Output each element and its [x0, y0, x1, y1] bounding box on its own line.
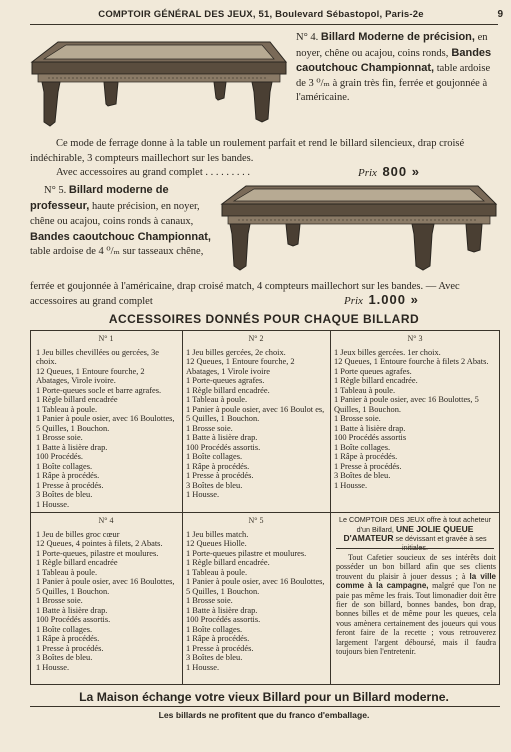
accessories-no3	[334, 334, 496, 490]
accessory-item: 1 Tableau à poule.	[186, 567, 248, 577]
accessory-item: 3 Boîtes de bleu.	[186, 480, 243, 490]
accessory-item: 100 Procédés assortis.	[186, 615, 261, 624]
accessory-item: 1 Panier à poule osier, avec 16 Boulottes, 5 Quilles, 1 Bouchon.	[36, 577, 175, 596]
accessory-item: 100 Procédés assortis.	[36, 615, 111, 624]
accessory-item: 1 Brosse soie.	[36, 433, 83, 442]
accessory-item: 1 Panier à poule osier, avec 16 Boulottes, 5 Quilles, 1 Bouchon.	[334, 395, 479, 414]
column-divider	[182, 330, 183, 685]
accessory-item: 1 Tableau à poule.	[36, 567, 98, 577]
accessory-item: 1 Porte queues agrafes.	[334, 366, 412, 376]
advice-text-end: malgré que l'on ne paie pas même les frais. Tout limonadier doit être fier de son billard, bonnes bandes, bon drap, bonnes billes et de même pour les queues, cela vous amènera certainement des joueurs qui vous feront faire de la recette ; vous retrouverez largement l'argent déboursé, mais il faudra toujours bien l'entretenir.	[336, 581, 497, 657]
accessory-item: 1 Housse.	[186, 662, 220, 672]
billiard-4-accessories-line: Avec accessoires au grand complet . . . . . . . . .	[56, 167, 250, 178]
cafetier-advice	[336, 553, 496, 656]
accessory-item: 1 Panier à poule osier, avec 16 Boulot es, 5 Quilles, 1 Bouchon.	[186, 404, 325, 423]
header-divider	[30, 24, 498, 25]
accessory-item: 1 Brosse soie.	[186, 423, 233, 433]
billiard-4-bands: Bandes caoutchouc Championnat,	[296, 46, 492, 74]
accessory-item: 1 Règle billard encadrée	[36, 395, 118, 404]
accessory-item: 100 Procédés assortis.	[186, 442, 261, 452]
accessory-item: 1 Boîte collages.	[334, 442, 391, 452]
accessories-no1	[36, 334, 176, 509]
shipping-note: Les billards ne profitent que du franco d'emballage.	[158, 710, 370, 720]
amateur-cue-offer	[334, 516, 496, 552]
exchange-notice: La Maison échange votre vieux Billard pour un Billard moderne.	[79, 690, 449, 704]
accessories-no4	[36, 516, 176, 672]
accessory-item: 1 Règle billard encadrée.	[186, 558, 270, 567]
billiard-4-material: en noyer, chêne ou acajou, coins ronds,	[296, 32, 488, 59]
accessory-item: 100 Procédés assortis	[334, 433, 407, 442]
accessory-item: 1 Porte-queues socle et barre agrafes.	[36, 385, 162, 395]
accessory-item: 1 Batte à lisière drap.	[36, 605, 108, 615]
column-number: N° 3	[407, 334, 423, 343]
accessory-item: 1 Presse à procédés.	[36, 480, 104, 490]
accessory-item: 1 Tableau à poule.	[186, 395, 248, 404]
accessory-item: 1 Housse.	[334, 480, 368, 490]
advice-text: Tout Cafetier soucieux de ses intérêts doit posséder un bon billard afin que ses clients trouvent du plaisir à jouer dessus ; à	[336, 553, 496, 581]
accessory-item: 1 Jeu billes gercées, 2e choix.	[186, 347, 286, 357]
billiard-5-slate: table ardoise de 4 ⁰/ₘ sur tasseaux chêne,	[30, 246, 204, 257]
accessory-item: 1 Jeu de billes groc cœur	[36, 529, 120, 539]
accessory-item: 1 Presse à procédés.	[186, 471, 254, 480]
accessory-item: 3 Boîtes de bleu.	[334, 471, 391, 480]
accessory-item: 1 Presse à procédés.	[186, 643, 254, 653]
page-number: 9	[497, 9, 503, 20]
accessory-item: 12 Queues, 1 Entoure fourche à filets 2 Abats.	[334, 357, 489, 366]
accessory-item: 1 Jeu billes chevillées ou gercées, 3e choix.	[36, 347, 160, 366]
accessory-item: 1 Brosse soie.	[186, 596, 233, 605]
billiard-4-description	[296, 30, 501, 106]
price-value: 1.000 »	[368, 292, 419, 307]
offer-text: Le COMPTOIR DES JEUX offre à tout acheteur d'un Billard,	[339, 515, 491, 534]
accessory-item: 1 Porte-queues pilastre et moulures.	[186, 548, 307, 558]
accessory-item: 1 Boîte collages.	[186, 452, 243, 461]
accessory-item: 1 Jeu billes match.	[186, 529, 249, 539]
accessory-item: 1 Tableau à poule.	[334, 385, 396, 395]
billiard-5-material: haute précision, en noyer, chêne ou acajou, coins ronds à canaux,	[30, 200, 200, 227]
billiard-4-details: Ce mode de ferrage donne à la table un roulement parfait et rend le billard silencieux, drap croisé indéchirable, 3 compteurs maillechort sur les bandes.	[30, 138, 465, 164]
accessory-item: 12 Queues, 1 Entoure fourche, 2 Abatages, 1 Virole ivoire	[186, 357, 295, 376]
accessory-item: 1 Porte-queues agrafes.	[186, 376, 265, 385]
accessory-item: 1 Panier à poule osier, avec 16 Boulottes, 5 Quilles, 1 Bouchon.	[186, 577, 325, 596]
advice-highlight: la ville comme à la campagne,	[336, 571, 497, 591]
column-divider	[330, 330, 331, 685]
billiard-5-details: ferrée et goujonnée à l'américaine, drap croisé match, 4 compteurs maillechort sur les bandes. — Avec accessoires au grand complet	[30, 281, 460, 307]
items-list	[186, 530, 326, 673]
billiard-table-5-illustration	[216, 180, 500, 276]
price-label: Prix	[344, 295, 363, 307]
page-header: COMPTOIR GÉNÉRAL DES JEUX, 51, Boulevard Sébastopol, Paris-2e	[98, 9, 424, 20]
billiard-4-slate: table ardoise de 3 ⁰/ₘ à grain très fin, ferrée et goujonnée à l'américaine.	[296, 63, 491, 103]
accessory-item: 1 Boîte collages.	[36, 461, 93, 471]
accessory-item: 1 Jeux billes gercées. 1er choix.	[334, 347, 441, 357]
billiard-5-price	[344, 292, 419, 307]
billiard-5-description	[30, 183, 218, 260]
accessory-item: 1 Brosse soie.	[334, 414, 381, 423]
footer-divider	[30, 706, 500, 707]
accessory-item: 1 Râpe à procédés.	[36, 634, 100, 643]
billiard-4-accessories-text: Avec accessoires au grand complet	[56, 167, 203, 178]
accessory-item: 1 Règle billard encadrée.	[186, 385, 270, 395]
offer-divider	[336, 548, 494, 549]
accessory-item: 1 Housse.	[36, 662, 70, 672]
accessories-no5	[186, 516, 326, 672]
accessory-item: 3 Boîtes de bleu.	[36, 490, 93, 499]
items-list	[186, 348, 326, 500]
accessory-item: 1 Housse.	[36, 499, 70, 509]
accessory-item: 1 Panier à poule osier, avec 16 Boulottes, 5 Quilles, 1 Bouchon.	[36, 414, 175, 433]
accessory-item: 1 Râpe à procédés.	[36, 471, 100, 480]
accessory-item: 1 Râpe à procédés.	[186, 634, 250, 643]
accessory-item: 1 Boîte collages.	[36, 624, 93, 634]
items-list	[36, 348, 176, 510]
column-number: N° 5	[248, 516, 264, 525]
accessory-item: 100 Procédés.	[36, 452, 83, 461]
accessory-item: 12 Queues, 4 pointes à filets, 2 Abats.	[36, 539, 163, 548]
offer-highlight: UNE JOLIE QUEUE D'AMATEUR	[343, 523, 474, 543]
column-number: N° 2	[248, 334, 264, 343]
accessory-item: 1 Tableau à poule.	[36, 404, 98, 414]
price-value: 800 »	[382, 164, 420, 179]
row-divider	[30, 512, 500, 513]
billiard-5-name: Billard moderne de professeur,	[30, 184, 169, 212]
accessory-item: 1 Règle billard encadrée.	[334, 376, 418, 385]
accessory-item: 1 Housse.	[186, 490, 220, 499]
accessory-item: 1 Presse à procédés.	[334, 461, 402, 471]
billiard-4-name: Billard Moderne de précision,	[320, 31, 475, 43]
accessory-item: 1 Batte à lisière drap.	[334, 423, 406, 433]
accessory-item: 3 Boîtes de bleu.	[186, 653, 243, 662]
accessory-item: 1 Râpe à procédés.	[334, 452, 398, 461]
column-number: N° 1	[98, 334, 114, 343]
accessory-item: 1 Batte à lisière drap.	[186, 605, 258, 615]
accessory-item: 12 Queues Hiolle.	[186, 539, 247, 548]
items-list	[334, 348, 496, 491]
billiard-4-price	[358, 164, 420, 179]
billiard-4-number: N° 4.	[296, 32, 319, 43]
accessory-item: 1 Porte-queues, pilastre et moulures.	[36, 548, 159, 558]
billiard-5-bands: Bandes caoutchouc Championnat,	[30, 230, 211, 243]
accessory-item: 12 Queues, 1 Entoure fourche, 2 Abatages, Virole ivoire.	[36, 366, 145, 385]
accessory-item: 1 Râpe à procédés.	[186, 461, 250, 471]
accessories-title: ACCESSOIRES DONNÉS POUR CHAQUE BILLARD	[108, 312, 420, 326]
items-list	[36, 530, 176, 673]
accessory-item: 1 Batte à lisière drap.	[36, 442, 108, 452]
accessory-item: 3 Boîtes de bleu.	[36, 653, 93, 662]
accessory-item: 1 Presse à procédés.	[36, 643, 104, 653]
accessories-no2	[186, 334, 326, 500]
accessory-item: 1 Boîte collages.	[186, 624, 243, 634]
billiard-table-4-illustration	[28, 34, 290, 134]
column-number: N° 4	[98, 516, 114, 525]
billiard-5-number: N° 5.	[44, 185, 67, 196]
accessory-item: 1 Règle billard encadrée	[36, 558, 118, 567]
price-label: Prix	[358, 167, 377, 179]
accessory-item: 1 Brosse soie.	[36, 596, 83, 605]
offer-text-end: se dévissant et gravée à ses initiales.	[395, 534, 487, 552]
accessory-item: 1 Batte à lisière drap.	[186, 433, 258, 442]
